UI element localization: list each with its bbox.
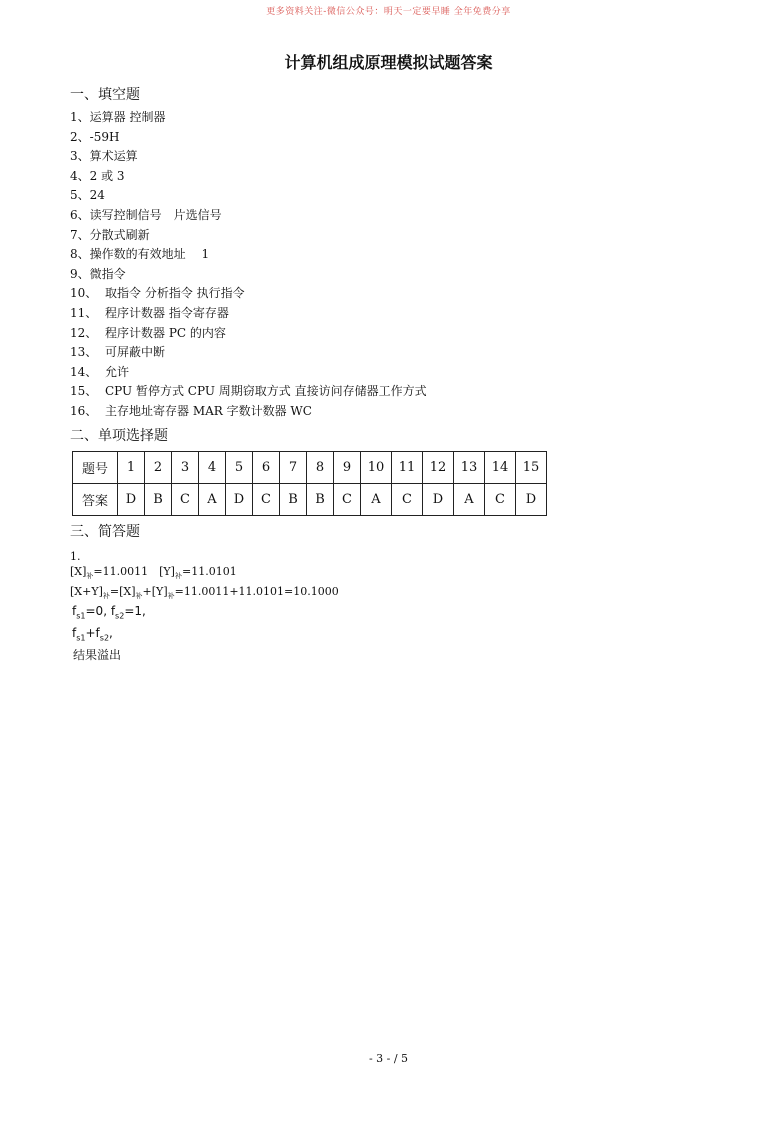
table-cell: A — [454, 484, 485, 516]
fill-item-12: 12、 程序计数器 PC 的内容 — [70, 325, 226, 340]
table-cell: 2 — [145, 452, 172, 484]
table-row-answers — [73, 484, 547, 516]
fill-item-16: 16、 主存地址寄存器 MAR 字数计数器 WC — [70, 403, 312, 418]
table-cell: 12 — [423, 452, 454, 484]
section-choice-heading: 二、单项选择题 — [70, 428, 168, 444]
short-answer-block — [70, 549, 339, 663]
short-line-2: $[X+Y]_补=[X]_补+[Y]_补=11.0011+11.0101=10.1000$ — [70, 585, 339, 601]
table-cell: 8 — [307, 452, 334, 484]
fill-item-15: 15、 CPU 暂停方式 CPU 周期窃取方式 直接访问存储器工作方式 — [70, 384, 427, 399]
fill-item-8: 8、操作数的有效地址 1 — [70, 247, 210, 262]
table-cell: C — [253, 484, 280, 516]
fill-item-1: 1、运算器 控制器 — [70, 110, 166, 124]
table-row-numbers — [73, 452, 547, 484]
table-cell: D — [516, 484, 547, 516]
table-cell: 7 — [280, 452, 307, 484]
fill-item-7: 7、分散式刷新 — [70, 227, 150, 242]
fill-item-5: 5、24 — [70, 188, 105, 203]
section-fill-heading: 一、填空题 — [70, 87, 140, 103]
fill-item-10: 10、 取指令 分析指令 执行指令 — [70, 286, 245, 301]
fill-item-4: 4、2 或 3 — [70, 168, 125, 183]
table-cell: D — [423, 484, 454, 516]
table-cell: 10 — [361, 452, 392, 484]
answer-table — [72, 451, 547, 516]
table-cell: 4 — [199, 452, 226, 484]
table-cell: 9 — [334, 452, 361, 484]
fill-item-11: 11、 程序计数器 指令寄存器 — [70, 305, 229, 320]
fill-item-6: 6、读写控制信号 片选信号 — [70, 207, 222, 222]
table-header-cell: 题号 — [73, 452, 118, 484]
fill-item-2: 2、-59H — [70, 129, 120, 144]
short-line-4: $f_{s1}+f_{s2}$, — [72, 625, 113, 643]
short-item-number: 1. — [70, 550, 81, 563]
short-result: 结果溢出 — [73, 648, 122, 663]
table-cell: 5 — [226, 452, 253, 484]
table-header-cell: 答案 — [73, 484, 118, 516]
table-cell: D — [118, 484, 145, 516]
table-cell: 1 — [118, 452, 145, 484]
top-banner: 更多资料关注-微信公众号：明天一定要早睡 全年免费分享 — [266, 7, 511, 17]
table-cell: A — [361, 484, 392, 516]
fill-item-9: 9、微指令 — [70, 266, 126, 281]
table-cell: C — [172, 484, 199, 516]
table-cell: D — [226, 484, 253, 516]
short-line-3: $f_{s1}=0$, $f_{s2}=1$, — [72, 604, 146, 621]
short-line-1: $[X]_补=11.0011$ $[Y]_补=11.0101$ — [70, 565, 237, 581]
table-cell: 11 — [392, 452, 423, 484]
fill-item-3: 3、算术运算 — [70, 149, 138, 164]
page-number: - 3 - / 5 — [368, 1052, 409, 1065]
table-cell: 13 — [454, 452, 485, 484]
table-cell: 15 — [516, 452, 547, 484]
table-cell: B — [307, 484, 334, 516]
table-cell: B — [145, 484, 172, 516]
table-cell: 14 — [485, 452, 516, 484]
page-title: 计算机组成原理模拟试题答案 — [284, 53, 493, 72]
table-cell: C — [334, 484, 361, 516]
table-cell: B — [280, 484, 307, 516]
table-cell: A — [199, 484, 226, 516]
table-cell: 3 — [172, 452, 199, 484]
table-cell: C — [485, 484, 516, 516]
fill-answer-list — [70, 108, 710, 422]
table-cell: C — [392, 484, 423, 516]
fill-item-13: 13、 可屏蔽中断 — [70, 345, 166, 360]
table-cell: 6 — [253, 452, 280, 484]
fill-item-14: 14、 允许 — [70, 364, 130, 379]
section-short-heading: 三、简答题 — [70, 524, 140, 540]
